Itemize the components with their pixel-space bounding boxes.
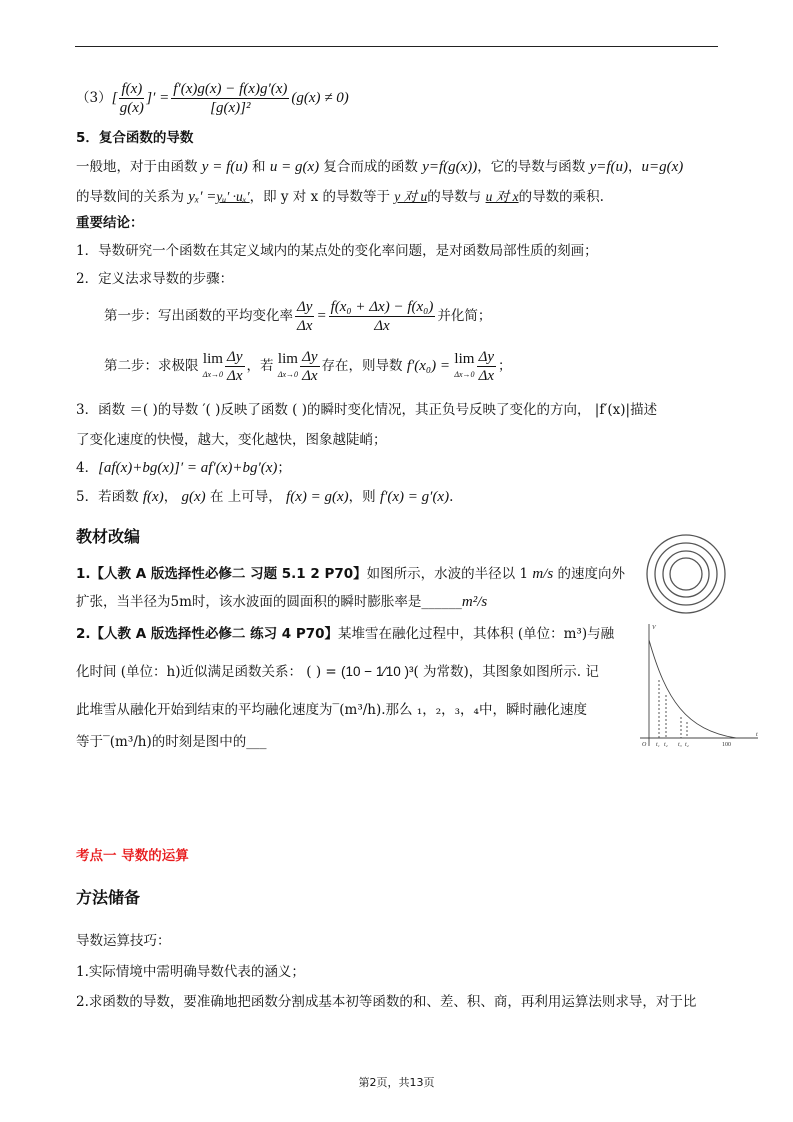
denominator: g(x) (119, 100, 144, 116)
conclusion-3-line1: 3．函数 ＝( )的导数 ′( )反映了函数 ( )的瞬时变化情况，其正负号反映了变化的方向， |f′(x)|描述 (76, 402, 658, 418)
question-tag: 1.【人教 A 版选择性必修二 习题 5.1 2 P70】 (76, 566, 367, 582)
wave-circle (670, 558, 702, 590)
text: 某堆雪在融化过程中，其体积 (单位：m³)与融 (338, 626, 615, 642)
math: f′(x) = g′(x) (379, 489, 450, 505)
denominator: Δx (478, 368, 495, 384)
text: 在 上可导， (205, 489, 287, 505)
rhs-fraction (171, 80, 289, 117)
numerator: Δy (227, 349, 243, 365)
question-2-line2 (76, 662, 599, 682)
text: 4． (76, 460, 99, 476)
fraction (300, 348, 319, 385)
wave-circle (655, 543, 717, 605)
conclusion-4 (76, 458, 291, 478)
fraction (295, 298, 314, 335)
bracket: [ (111, 90, 118, 106)
fraction (225, 348, 244, 385)
x-max-label: 100 (722, 742, 731, 748)
t3-label: t₃ (678, 742, 682, 748)
numerator: Δy (302, 349, 318, 365)
text: ，它的导数与函数 (477, 159, 590, 175)
question-tag: 2.【人教 A 版选择性必修二 练习 4 P70】 (76, 626, 339, 642)
text: 化时间 (单位：h)近似满足函数关系： ( ) = (76, 664, 342, 680)
limit (278, 351, 298, 383)
quotient-rule-formula (76, 80, 349, 117)
text: 一般地，对于由函数 (76, 159, 202, 175)
blank-answer: yᵤ′ ·uₓ′ (216, 189, 250, 204)
numerator: Δy (297, 299, 313, 315)
page-footer: 第2页，共13页 (358, 1076, 435, 1089)
math: y=f(g(x)) (422, 159, 478, 175)
lim-sub: Δx→0 (277, 369, 299, 379)
condition: (g(x) ≠ 0) (291, 90, 349, 106)
kaodian-title: 考点一 导数的运算 (76, 848, 189, 864)
text: ，若 (246, 358, 274, 374)
denominator: Δx (302, 368, 318, 384)
text: 的导数与 (427, 189, 486, 205)
question-1-line1 (76, 564, 625, 584)
text: 第二步：求极限 (104, 358, 199, 374)
text: ( 为常数)，其图象如图所示. 记 (413, 664, 599, 680)
method-1: 1.实际情境中需明确导数代表的涵义； (76, 964, 305, 980)
conclusion-5 (76, 487, 453, 507)
wave-circle (647, 535, 725, 613)
lim-sub: Δx→0 (202, 369, 224, 379)
math: yₓ′ = (188, 189, 217, 205)
text: 5．若函数 (76, 489, 143, 505)
math: m/s (532, 566, 554, 582)
lim: lim (277, 350, 298, 367)
text: 第一步：写出函数的平均变化率 (104, 308, 293, 324)
question-2-line1 (76, 624, 614, 644)
text: ， (163, 489, 182, 505)
origin-label: O (642, 742, 647, 748)
water-wave-circles-figure (644, 532, 728, 616)
math: g(x) (181, 489, 206, 505)
text: ，则 (348, 489, 380, 505)
text: ， (628, 159, 642, 175)
question-1-line2 (76, 592, 487, 612)
conclusion-1: 1．导数研究一个函数在其定义域内的某点处的变化率问题，是对函数局部性质的刻画； (76, 243, 598, 259)
x-label: t (756, 732, 758, 738)
blank-answer: u 对 x (485, 189, 519, 204)
math: f′(x₀) = (406, 358, 451, 374)
lim: lim (202, 350, 223, 367)
step-2 (104, 348, 512, 385)
numerator: f(x) (121, 81, 143, 97)
conclusions-title: 重要结论： (76, 215, 144, 231)
math: y=f(u) (589, 159, 629, 175)
math: y = f(u) (201, 159, 248, 175)
text: ； (498, 358, 512, 374)
math: (10 − 1⁄10 )³ (341, 664, 414, 679)
step-1 (104, 298, 491, 335)
t4-label: t₄ (685, 742, 689, 748)
volume-curve (649, 640, 736, 738)
method-2: 2.求函数的导数，要准确地把函数分割成基本初等函数的和、差、积、商，再利用运算法则求导，对于比 (76, 994, 697, 1010)
fraction (329, 298, 436, 335)
math: [af(x)+bg(x)]′ = af′(x)+bg′(x) (98, 460, 278, 476)
denominator: Δx (297, 318, 313, 334)
limit (203, 351, 223, 383)
limit (454, 351, 474, 383)
denominator: [g(x)]² (210, 100, 251, 116)
text: 的速度向外 (553, 566, 625, 582)
method-intro: 导数运算技巧： (76, 933, 171, 949)
t1-label: t₁ (656, 742, 660, 748)
composite-text-line2 (76, 187, 604, 207)
equals: = (316, 308, 327, 324)
math: u=g(x) (641, 159, 684, 175)
numerator: f(x₀ + Δx) − f(x₀) (330, 299, 434, 315)
lhs-tail: ]′ = (146, 90, 170, 106)
text: 的导数间的关系为 (76, 189, 189, 205)
numerator: Δy (478, 349, 495, 365)
fraction (477, 348, 496, 385)
y-label: V (652, 625, 656, 631)
math: f(x) = g(x) (286, 489, 349, 505)
text: 扩张，当半径为5m时，该水波面的圆面积的瞬时膨胀率是______ (76, 594, 462, 610)
conclusion-3-line2: 了变化速度的快慢，越大，变化越快，图象越陡峭； (76, 432, 387, 448)
lhs-fraction (119, 80, 144, 117)
text: ，即 y 对 x 的导数等于 (249, 189, 395, 205)
text: . (449, 489, 454, 505)
math: m²/s (461, 594, 488, 610)
lim: lim (454, 350, 475, 367)
header-rule (75, 46, 718, 47)
text: 和 (247, 159, 270, 175)
math: f(x) (142, 489, 164, 505)
formula-label: （3） (76, 90, 112, 106)
numerator: f′(x)g(x) − f(x)g′(x) (173, 81, 288, 97)
question-2-line4: 等于‾(m³/h)的时刻是图中的___ (76, 734, 267, 750)
question-2-line3: 此堆雪从融化开始到结束的平均融化速度为‾(m³/h).那么 ₁，₂，₃，₄中，瞬时融化速度 (76, 702, 587, 718)
text: 存在，则导数 (321, 358, 403, 374)
composite-text-line1 (76, 157, 683, 177)
conclusion-2: 2．定义法求导数的步骤： (76, 271, 234, 287)
lim-sub: Δx→0 (454, 369, 475, 379)
blank-answer: y 对 u (394, 189, 428, 204)
text: 如图所示，水波的半径以 1 (366, 566, 533, 582)
section-title: 5．复合函数的导数 (76, 130, 194, 146)
text: ； (277, 460, 291, 476)
method-title: 方法储备 (76, 888, 141, 907)
t2-label: t₂ (664, 742, 668, 748)
text: 复合而成的函数 (319, 159, 423, 175)
denominator: Δx (227, 368, 243, 384)
text: 的导数的乘积. (518, 189, 604, 205)
textbook-title: 教材改编 (76, 527, 141, 546)
math: u = g(x) (269, 159, 320, 175)
snow-melt-graph (636, 620, 764, 748)
text: 并化简； (437, 308, 492, 324)
denominator: Δx (374, 318, 390, 334)
